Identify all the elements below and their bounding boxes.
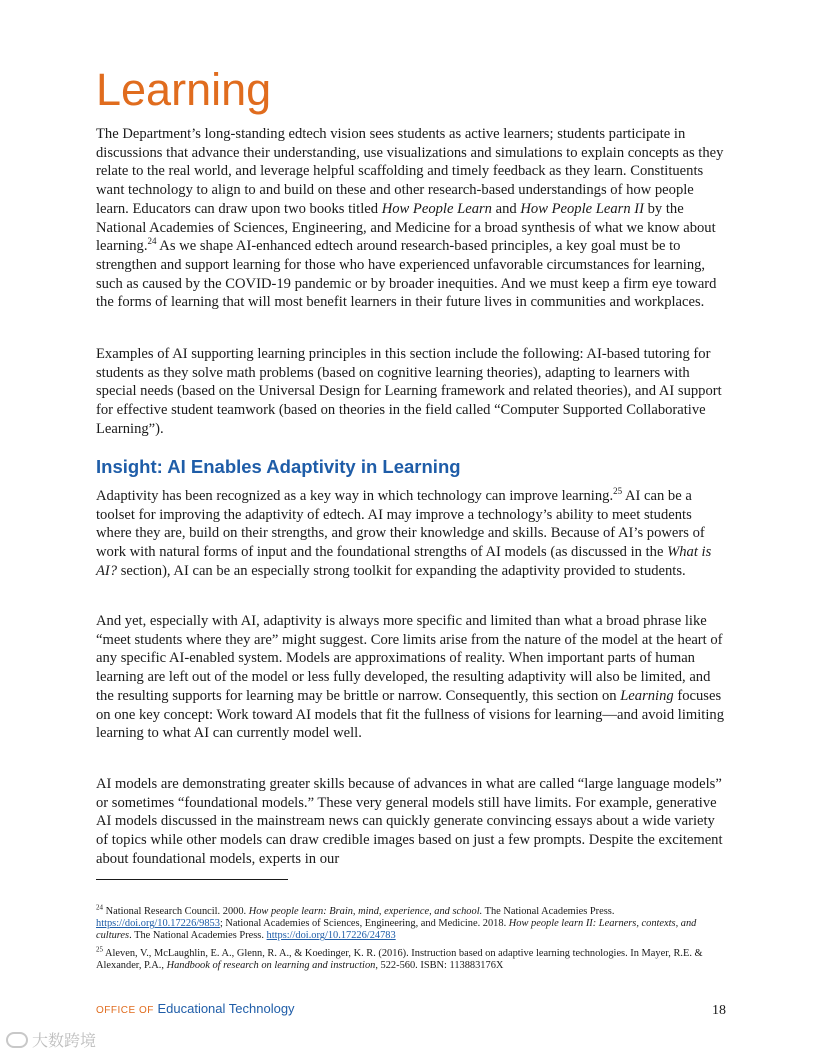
limits-paragraph bbox=[96, 612, 724, 743]
footnote-divider bbox=[96, 879, 288, 880]
text-run: . The National Academies Press. bbox=[129, 930, 267, 942]
footnote-25 bbox=[96, 945, 724, 972]
text-run: by the National Academies of Sciences, Engineering, and Medicine for a broad synthesis of what we know about learning. bbox=[96, 200, 716, 255]
text-run: The National Academies Press. bbox=[482, 906, 615, 917]
text-run: Adaptivity has been recognized as a key way in which technology can improve learning. bbox=[96, 488, 614, 504]
intro-paragraph bbox=[96, 125, 724, 312]
footnote-24 bbox=[96, 903, 724, 943]
section-heading: Insight: AI Enables Adaptivity in Learning bbox=[96, 456, 461, 477]
citation-title: How people learn: Brain, mind, experience, and school. bbox=[248, 906, 483, 917]
text-run: As we shape AI-enhanced edtech around research-based principles, a key goal must be to strengthen and support learning for those who have experienced unfavorable circumstances for learning, such as caused by the COVID-19 pandemic or by broader inequities. And we must keep a firm eye toward the forms of learning that will most benefit learners in their future lives in communities and workplaces. bbox=[96, 238, 717, 311]
text-run: and bbox=[491, 200, 521, 217]
footer-name: Educational Technology bbox=[157, 1001, 295, 1016]
models-paragraph: AI models are demonstrating greater skills because of advances in what are called “large language models” or sometimes “foundational models.” These very general models still have limits. For example, generative AI models discussed in the mainstream news can quickly generate convincing essays about a wide variety of topics while other models can draw credible images based on just a few prompts. Despite the excitement about foundational models, experts in our bbox=[96, 776, 723, 867]
footer-office: OFFICE OF bbox=[96, 1005, 154, 1016]
footnote-number: 24 bbox=[96, 903, 103, 912]
citation-title: Handbook of research on learning and instruction bbox=[166, 960, 376, 972]
text-run: Aleven, V., McLaughlin, E. A., Glenn, R. A., & Koedinger, K. R. (2016). Instruction based on adaptive learning technologies. In Mayer, R.E. & Alexander, P.A., bbox=[96, 948, 703, 972]
watermark-text: 大数跨境 bbox=[32, 1031, 97, 1050]
book-title: How People Learn bbox=[381, 200, 492, 217]
text-run: section), AI can be an especially strong toolkit for expanding the adaptivity provided to students. bbox=[117, 562, 686, 579]
footnote-number: 25 bbox=[96, 945, 103, 954]
page-title: Learning bbox=[96, 64, 272, 115]
section-ref: Learning bbox=[620, 687, 674, 704]
adaptivity-paragraph bbox=[96, 487, 724, 581]
text-run: AI can be a toolset for improving the adaptivity of edtech. AI may improve a technology’s ability to meet students where they are, build on their strengths, and grow their knowledge and skills. Because of AI’s powers of work with natural forms of input and the foundational strengths of AI models (as discussed in the bbox=[96, 488, 705, 561]
footer-brand bbox=[96, 1001, 295, 1016]
book-title: How People Learn II bbox=[520, 200, 644, 217]
text-run: And yet, especially with AI, adaptivity is always more specific and limited than what a broad phrase like “meet students where they are” might suggest. Core limits arise from the nature of the model at the heart of any specific AI-enabled system. Models are approximations of reality. When important parts of human learning are left out of the model or less fully developed, the resulting adaptivity will also be limited, and the resulting supports for learning may be brittle or narrow. Consequently, this section on bbox=[96, 613, 723, 704]
footnote-ref[interactable]: 24 bbox=[147, 236, 157, 247]
watermark-logo-icon bbox=[6, 1032, 28, 1048]
text-run: , 522-560. ISBN: 113883176X bbox=[375, 960, 504, 972]
footnote-ref[interactable]: 25 bbox=[613, 486, 623, 497]
doi-link[interactable]: https://doi.org/10.17226/9853 bbox=[96, 918, 220, 930]
text-run: The Department’s long-standing edtech vision sees students as active learners; students participate in discussions that advance their understanding, use visualizations and simulations to explain concepts as they relate to the real world, and leverage helpful scaffolding and timely feedback as they learn. Constituents want technology to align to and build on these and other research-based understandings of how people learn. Educators can draw upon two books titled bbox=[96, 126, 724, 217]
section-ref: What is AI? bbox=[96, 544, 712, 579]
watermark bbox=[6, 1028, 96, 1051]
text-run: focuses on one key concept: Work toward AI models that fit the fullness of visions for learning—and avoid limiting learning to what AI can currently model well. bbox=[96, 687, 724, 742]
page-number: 18 bbox=[712, 1003, 726, 1018]
text-run: ; National Academies of Sciences, Engineering, and Medicine. 2018. bbox=[219, 918, 509, 930]
examples-paragraph: Examples of AI supporting learning principles in this section include the following: AI-based tutoring for students as they solve math problems (based on cognitive learning theories), adapting to learners with special needs (based on the Universal Design for Learning framework and related theories), and AI support for effective student teamwork (based on theories in the field called “Computer Supported Collaborative Learning”). bbox=[96, 346, 722, 437]
doi-link[interactable]: https://doi.org/10.17226/24783 bbox=[266, 930, 396, 942]
citation-title: How people learn II: Learners, contexts, and cultures bbox=[96, 918, 697, 942]
text-run: National Research Council. 2000. bbox=[103, 906, 249, 917]
